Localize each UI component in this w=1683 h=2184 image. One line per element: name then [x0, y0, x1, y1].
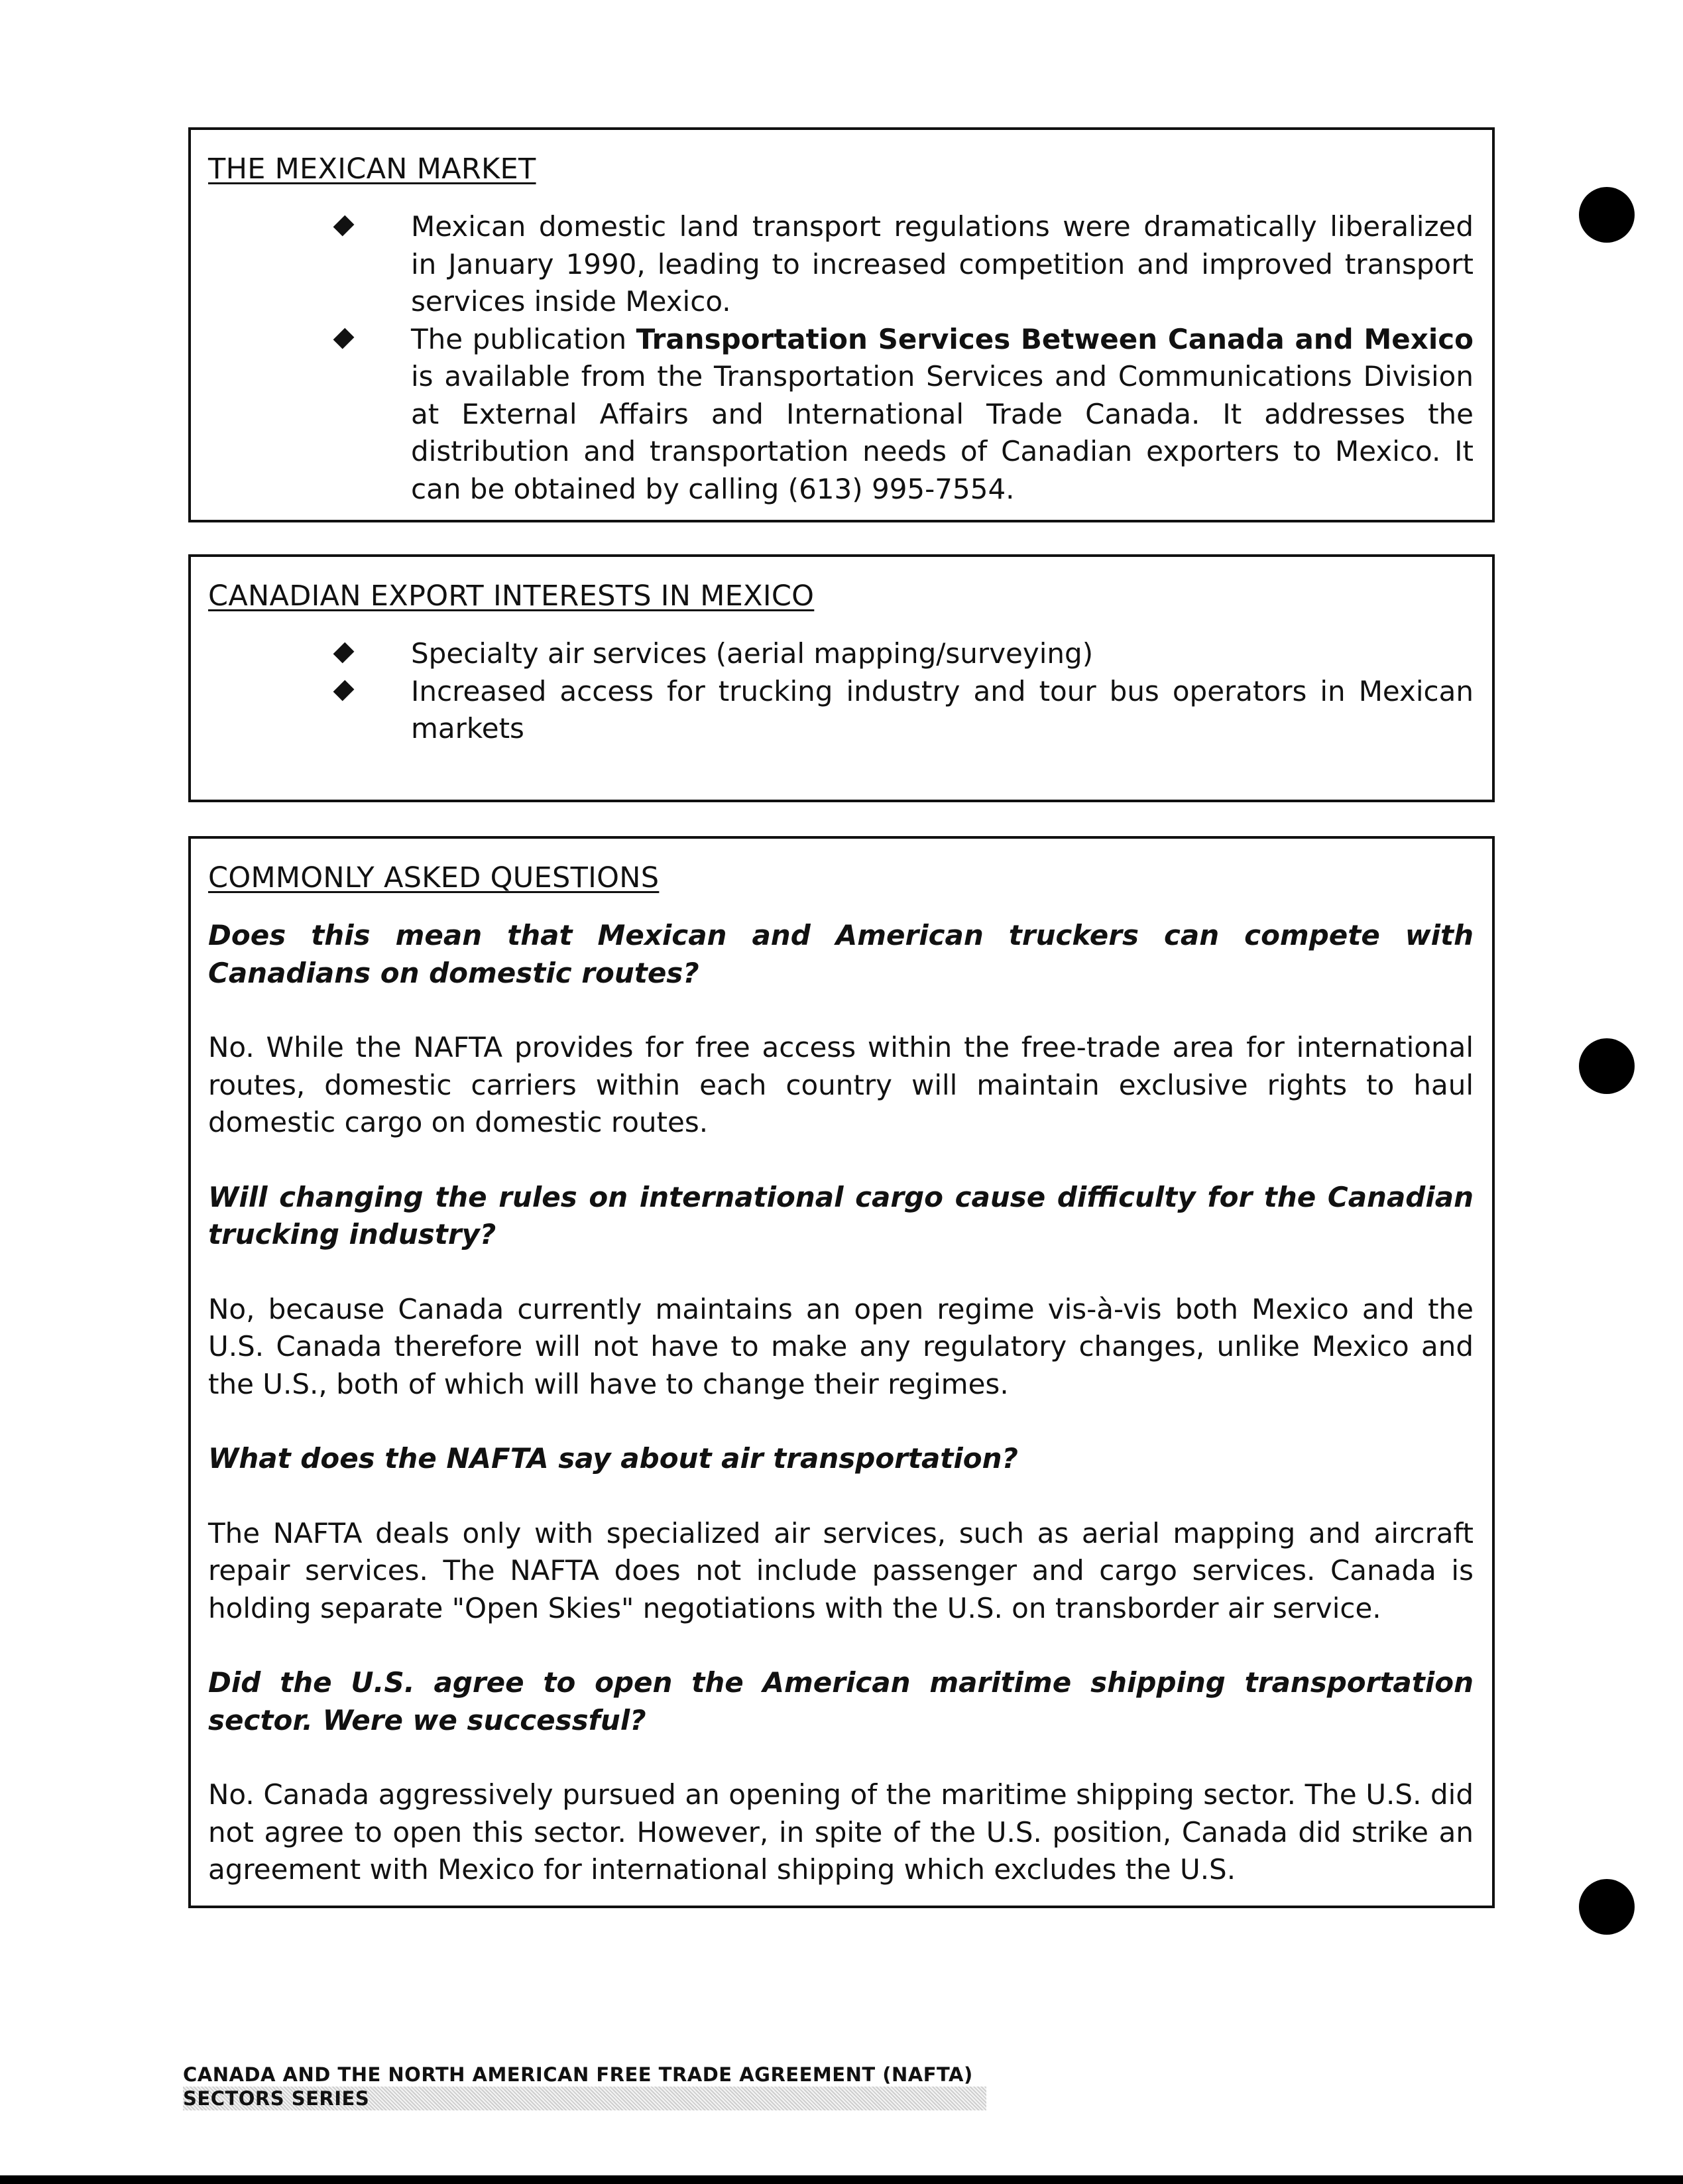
export-interests-box: [188, 554, 1495, 802]
faq-question: Does this mean that Mexican and American truckers can compete with Canadians on domestic routes?: [208, 919, 1474, 989]
page-footer: [183, 2063, 986, 2110]
publication-title: Transportation Services Between Canada and Mexico: [636, 322, 1474, 355]
punch-hole-top: [1579, 187, 1635, 243]
mexican-market-box: [188, 127, 1495, 522]
diamond-bullet-icon: [333, 642, 355, 664]
footer-title: CANADA AND THE NORTH AMERICAN FREE TRADE AGREEMENT (NAFTA): [183, 2063, 973, 2086]
faq-question: Will changing the rules on international cargo cause difficulty for the Canadian trucking industry?: [208, 1180, 1474, 1250]
mexican-market-bullets: [208, 208, 1474, 508]
bullet-item: [208, 321, 1474, 509]
bullet-text: Mexican domestic land transport regulations were dramatically liberalized in January 1990, leading to increased competition and improved transport services inside Mexico.: [411, 210, 1474, 318]
export-interests-heading: CANADIAN EXPORT INTERESTS IN MEXICO: [208, 579, 815, 613]
faq-answer: No. While the NAFTA provides for free access within the free-trade area for international routes, domestic carriers within each country will maintain exclusive rights to haul domestic cargo on domestic routes.: [208, 1031, 1474, 1138]
faq-answer: No, because Canada currently maintains an open regime vis-à-vis both Mexico and the U.S. Canada therefore will not have to make any regulatory changes, unlike Mexico and the U.S., both of which will have to change their regimes.: [208, 1292, 1474, 1400]
bullet-item: [208, 673, 1474, 748]
punch-hole-bottom: [1579, 1879, 1635, 1935]
bullet-text-lead: The publication: [411, 322, 636, 355]
footer-series: SECTORS SERIES: [183, 2087, 986, 2110]
faq-box: [188, 836, 1495, 1908]
export-interests-bullets: [208, 635, 1474, 748]
diamond-bullet-icon: [333, 328, 355, 349]
diamond-bullet-icon: [333, 680, 355, 701]
bullet-text: Increased access for trucking industry and tour bus operators in Mexican markets: [411, 674, 1474, 745]
bullet-text: Specialty air services (aerial mapping/surveying): [411, 637, 1094, 670]
faq-question: Did the U.S. agree to open the American maritime shipping transportation sector. Were we successful?: [208, 1666, 1474, 1736]
bottom-edge-bar: [0, 2175, 1683, 2184]
mexican-market-heading: THE MEXICAN MARKET: [208, 152, 536, 186]
faq-heading: COMMONLY ASKED QUESTIONS: [208, 861, 660, 894]
faq-question: What does the NAFTA say about air transportation?: [208, 1442, 1018, 1475]
faq-answer: No. Canada aggressively pursued an opening of the maritime shipping sector. The U.S. did not agree to open this sector. However, in spite of the U.S. position, Canada did strike an agreement with Mexico for international shipping which excludes the U.S.: [208, 1778, 1474, 1886]
faq-answer: The NAFTA deals only with specialized air services, such as aerial mapping and aircraft repair services. The NAFTA does not include passenger and cargo services. Canada is holding separate "Open Skies" negotiations with the U.S. on transborder air service.: [208, 1516, 1474, 1624]
diamond-bullet-icon: [333, 215, 355, 237]
bullet-text-rest: is available from the Transportation Services and Communications Division at External Affairs and International Trade Canada. It addresses the distribution and transportation needs of Canadian exporters to Mexico. It can be obtained by calling (613) 995-7554.: [411, 360, 1474, 505]
punch-hole-middle: [1579, 1038, 1635, 1094]
bullet-item: [208, 635, 1474, 673]
bullet-item: [208, 208, 1474, 321]
